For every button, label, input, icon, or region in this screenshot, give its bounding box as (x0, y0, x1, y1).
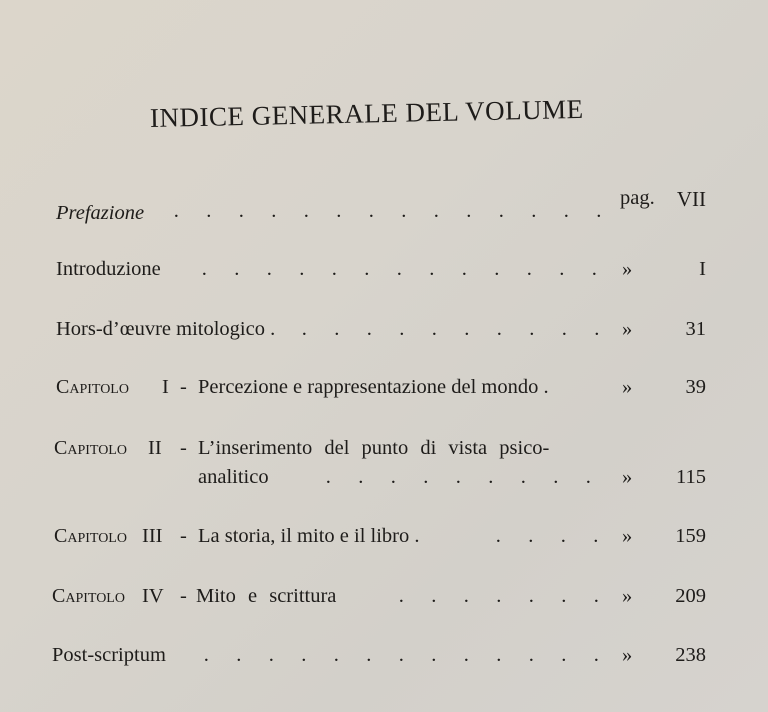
page-number: VII (676, 187, 706, 211)
entry-label: Post-scriptum (52, 644, 166, 666)
page-number: 159 (675, 525, 706, 547)
entry-label: Percezione e rappresentazione del mondo . (198, 376, 549, 398)
page-number: 31 (685, 318, 706, 340)
leader-dots: . . . . (495, 525, 599, 547)
toc-entry-capitolo-1 (0, 376, 768, 406)
chapter-word: Capitolo (56, 376, 129, 398)
chapter-numeral: I (162, 376, 169, 398)
toc-entry-capitolo-2 (0, 437, 768, 467)
chapter-dash: - (180, 525, 187, 547)
chapter-dash: - (180, 585, 187, 607)
chapter-dash: - (180, 437, 187, 459)
toc-entry-capitolo-4 (0, 585, 768, 615)
chapter-numeral: IV (142, 585, 164, 607)
toc-entry-prefazione (0, 187, 768, 230)
entry-label: Hors-d’œuvre mitologico . (56, 318, 276, 340)
leader-dots: . . . . . . . . . . . . . (203, 644, 599, 666)
page-number: I (699, 258, 706, 280)
page-number: 39 (685, 376, 706, 398)
chapter-dash: - (180, 376, 187, 398)
chapter-numeral: II (148, 437, 162, 459)
toc-entry-introduzione (0, 258, 768, 288)
entry-label: L’inserimento del punto di vista psico- (198, 437, 550, 459)
ditto-marker: » (622, 318, 633, 340)
chapter-numeral: III (142, 525, 163, 547)
page-title: INDICE GENERALE DEL VOLUME (149, 93, 584, 133)
leader-dots: . . . . . . . . . (325, 466, 591, 488)
toc-entry-capitolo-3 (0, 525, 768, 555)
ditto-marker: » (622, 258, 633, 280)
toc-entry-post-scriptum (0, 644, 768, 674)
entry-label-continued: analitico (198, 466, 269, 488)
toc-entry-capitolo-2-cont (0, 466, 768, 496)
entry-label: La storia, il mito e il libro . (198, 525, 420, 547)
page-number: 238 (675, 644, 706, 666)
leader-dots: . . . . . . . . . . . . . (201, 258, 597, 280)
toc-entry-hors-doeuvre (0, 318, 768, 348)
ditto-marker: » (622, 376, 633, 398)
page-number: 209 (675, 585, 706, 607)
entry-label: Prefazione (56, 202, 145, 224)
chapter-word: Capitolo (52, 585, 125, 607)
ditto-marker: » (622, 644, 633, 666)
ditto-marker: » (622, 525, 633, 547)
ditto-marker: » (622, 466, 633, 488)
page-number: 115 (676, 466, 706, 488)
leader-dots: . . . . . . . (398, 585, 599, 607)
page-prefix: pag. (620, 187, 655, 209)
chapter-word: Capitolo (54, 437, 127, 459)
leader-dots: . . . . . . . . . . . . . . (173, 200, 602, 222)
entry-label: Introduzione (56, 258, 161, 280)
ditto-marker: » (622, 585, 633, 607)
entry-label: Mito e scrittura (196, 585, 337, 607)
chapter-word: Capitolo (54, 525, 127, 547)
leader-dots: . . . . . . . . . . (301, 318, 600, 340)
